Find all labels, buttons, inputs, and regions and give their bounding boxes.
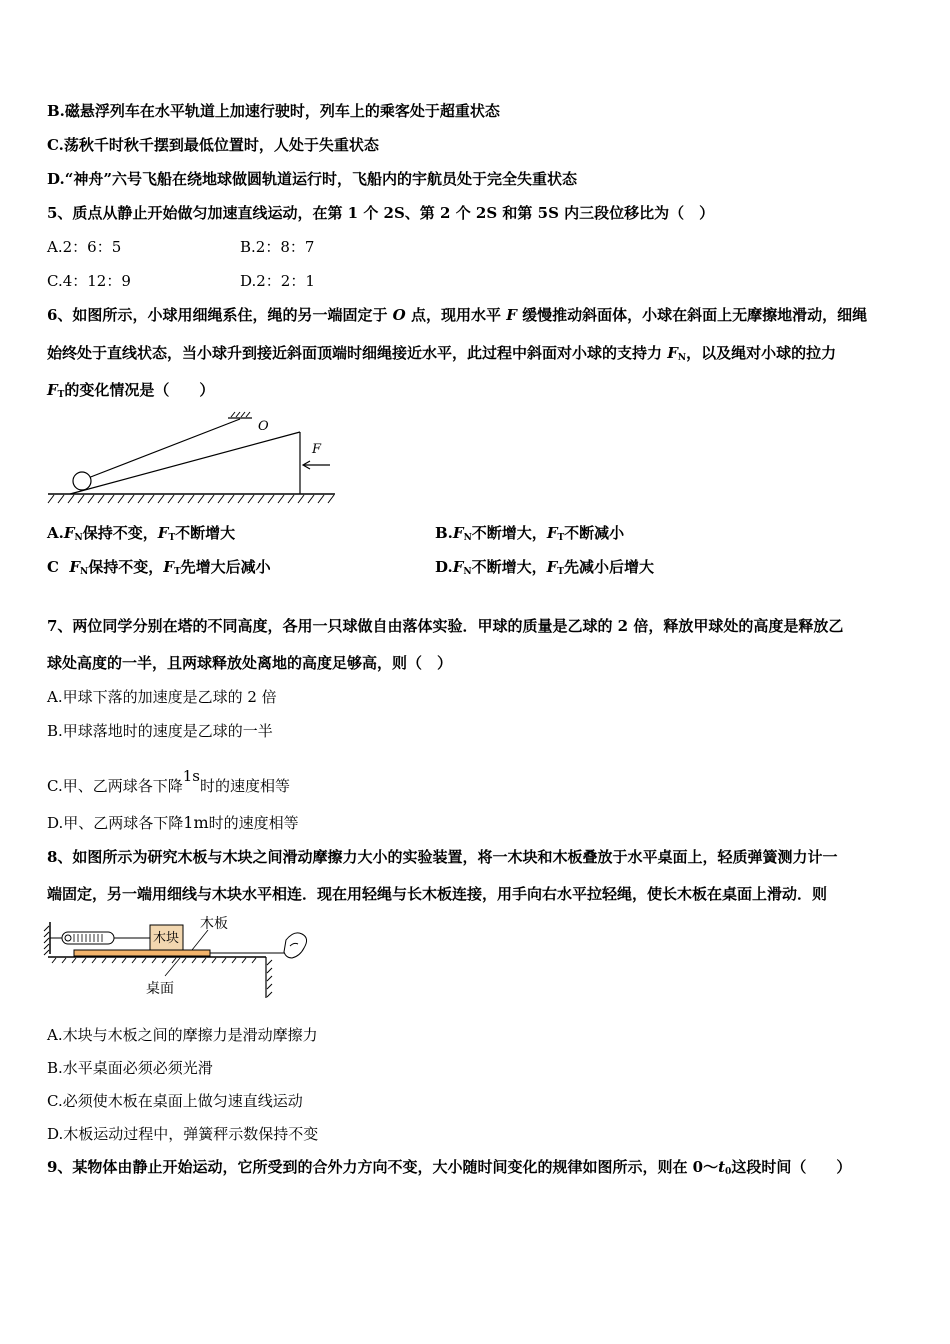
fn-symbol: F	[63, 524, 75, 542]
q4-option-c: C.荡秋千时秋千摆到最低位置时，人处于失重状态	[47, 136, 379, 154]
fig-force-f-label: F	[312, 442, 322, 457]
hand-icon	[284, 933, 307, 958]
fn-subscript: N	[677, 353, 687, 363]
q5-option-d: D.2：2：1	[240, 272, 315, 290]
t0-symbol: t	[718, 1158, 726, 1176]
option-text: 不断减小	[564, 524, 625, 542]
q4-option-d: D.“神舟”六号飞船在绕地球做圆轨道运行时，飞船内的宇航员处于完全失重状态	[47, 170, 577, 188]
q7-option-b: B.甲球落地时的速度是乙球的一半	[47, 722, 273, 740]
ft-subscript: T	[173, 567, 181, 577]
time-1s: 1s	[182, 767, 200, 785]
q5-option-b: B.2：8：7	[240, 238, 315, 256]
ft-symbol: F	[546, 524, 558, 542]
ft-symbol: F	[157, 524, 169, 542]
option-text: C.甲、乙两球各下降	[47, 777, 183, 795]
option-letter: B.	[435, 524, 453, 542]
option-letter: D.	[435, 558, 453, 576]
fn-subscript: N	[80, 567, 89, 577]
q8-stem-line-1: 8、如图所示为研究木板与木块之间滑动摩擦力大小的实验装置，将一木块和木板叠放于水平桌面上，轻质弹簧测力计一	[47, 848, 838, 866]
q8-option-d: D.木板运动过程中，弹簧秤示数保持不变	[47, 1125, 319, 1143]
option-letter: C	[47, 558, 70, 576]
fn-symbol: F	[667, 344, 678, 362]
fig-table-label: 桌面	[146, 981, 174, 997]
ball	[73, 472, 91, 490]
option-text: 先增大后减小	[180, 558, 271, 576]
ft-subscript: T	[557, 567, 564, 577]
option-text: 时的速度相等	[208, 814, 299, 832]
q7-option-c	[47, 766, 290, 796]
q5-stem: 5、质点从静止开始做匀加速直线运动，在第 1 个 2S、第 2 个 2S 和第 5S 内三段位移比为（ ）	[47, 204, 715, 222]
option-letter: A.	[47, 524, 64, 542]
t0-subscript: 0	[725, 1167, 732, 1177]
q7-stem-line-1: 7、两位同学分别在塔的不同高度，各用一只球做自由落体实验．甲球的质量是乙球的 2 倍，释放甲球处的高度是释放乙	[47, 617, 844, 635]
q4-option-b: B.磁悬浮列车在水平轨道上加速行驶时，列车上的乘客处于超重状态	[47, 102, 500, 120]
q9-text: 9、某物体由静止开始运动，它所受到的合外力方向不变，大小随时间变化的规律如图所示，则在 0～	[47, 1158, 719, 1176]
spring-scale	[62, 932, 114, 944]
distance-1m: 1m	[183, 813, 209, 832]
fig-board-label: 木板	[200, 916, 228, 932]
ft-subscript: T	[168, 533, 176, 543]
q8-friction-apparatus-figure	[40, 910, 320, 1002]
q9-stem	[47, 1157, 851, 1182]
ft-symbol: F	[546, 558, 558, 576]
option-text: 保持不变，	[88, 558, 164, 576]
fn-subscript: N	[74, 533, 83, 543]
q8-option-b: B.水平桌面必须必须光滑	[47, 1059, 213, 1077]
option-text: 不断增大，	[471, 558, 547, 576]
ft-symbol: F	[47, 381, 58, 399]
fn-subscript: N	[463, 533, 472, 543]
q8-stem-line-2: 端固定，另一端用细线与木块水平相连．现在用轻绳与长木板连接，用手向右水平拉轻绳，使长木板在桌面上滑动．则	[47, 885, 828, 903]
q6-stem-line-3	[47, 380, 214, 405]
fig-block-label: 木块	[153, 931, 180, 946]
incline-surface	[70, 432, 300, 494]
q7-option-d	[47, 813, 299, 833]
fn-symbol: F	[452, 558, 464, 576]
ft-symbol: F	[163, 558, 174, 576]
option-text: 不断增大	[175, 524, 236, 542]
option-text: 不断增大，	[471, 524, 547, 542]
ft-subscript: T	[557, 533, 565, 543]
option-text: 保持不变，	[82, 524, 158, 542]
option-text: 先减小后增大	[563, 558, 654, 576]
q6-text: ，以及绳对小球的拉力	[686, 344, 837, 362]
q6-option-a	[47, 523, 235, 548]
q8-option-a: A.木块与木板之间的摩擦力是滑动摩擦力	[47, 1026, 318, 1044]
q6-stem-line-1	[47, 305, 867, 325]
q6-text: 缓慢推动斜面体，小球在斜面上无摩擦地滑动，细绳	[516, 306, 868, 324]
q6-text: 始终处于直线状态，当小球升到接近斜面顶端时细绳接近水平，此过程中斜面对小球的支持力	[47, 344, 668, 362]
force-f-label: F	[506, 306, 517, 324]
q8-option-c: C.必须使木板在桌面上做匀速直线运动	[47, 1092, 303, 1110]
q7-stem-line-2: 球处高度的一半，且两球释放处离地的高度足够高，则（ ）	[47, 654, 453, 672]
q5-option-a: A.2：6：5	[47, 238, 122, 256]
q5-option-c: C.4：12：9	[47, 272, 131, 290]
q6-option-d	[435, 557, 654, 582]
q6-option-b	[435, 523, 624, 548]
fn-subscript: N	[463, 567, 472, 577]
q7-option-a: A.甲球下落的加速度是乙球的 2 倍	[47, 688, 277, 706]
q6-stem-line-2	[47, 343, 836, 368]
q6-text: 点，现用水平	[405, 306, 507, 324]
q9-text: 这段时间（ ）	[731, 1158, 852, 1176]
ft-subscript: T	[57, 390, 65, 400]
option-text: 时的速度相等	[199, 777, 290, 795]
q6-incline-figure	[40, 410, 340, 510]
fig-point-o-label: O	[258, 419, 269, 434]
fn-symbol: F	[69, 558, 81, 576]
q6-text: 的变化情况是（ ）	[64, 381, 215, 399]
option-text: D.甲、乙两球各下降	[47, 814, 184, 832]
q6-text: 6、如图所示，小球用细绳系住，绳的另一端固定于	[47, 306, 393, 324]
q6-option-c	[47, 557, 271, 582]
point-o-label: O	[392, 306, 406, 324]
fn-symbol: F	[452, 524, 464, 542]
long-board	[74, 950, 210, 956]
